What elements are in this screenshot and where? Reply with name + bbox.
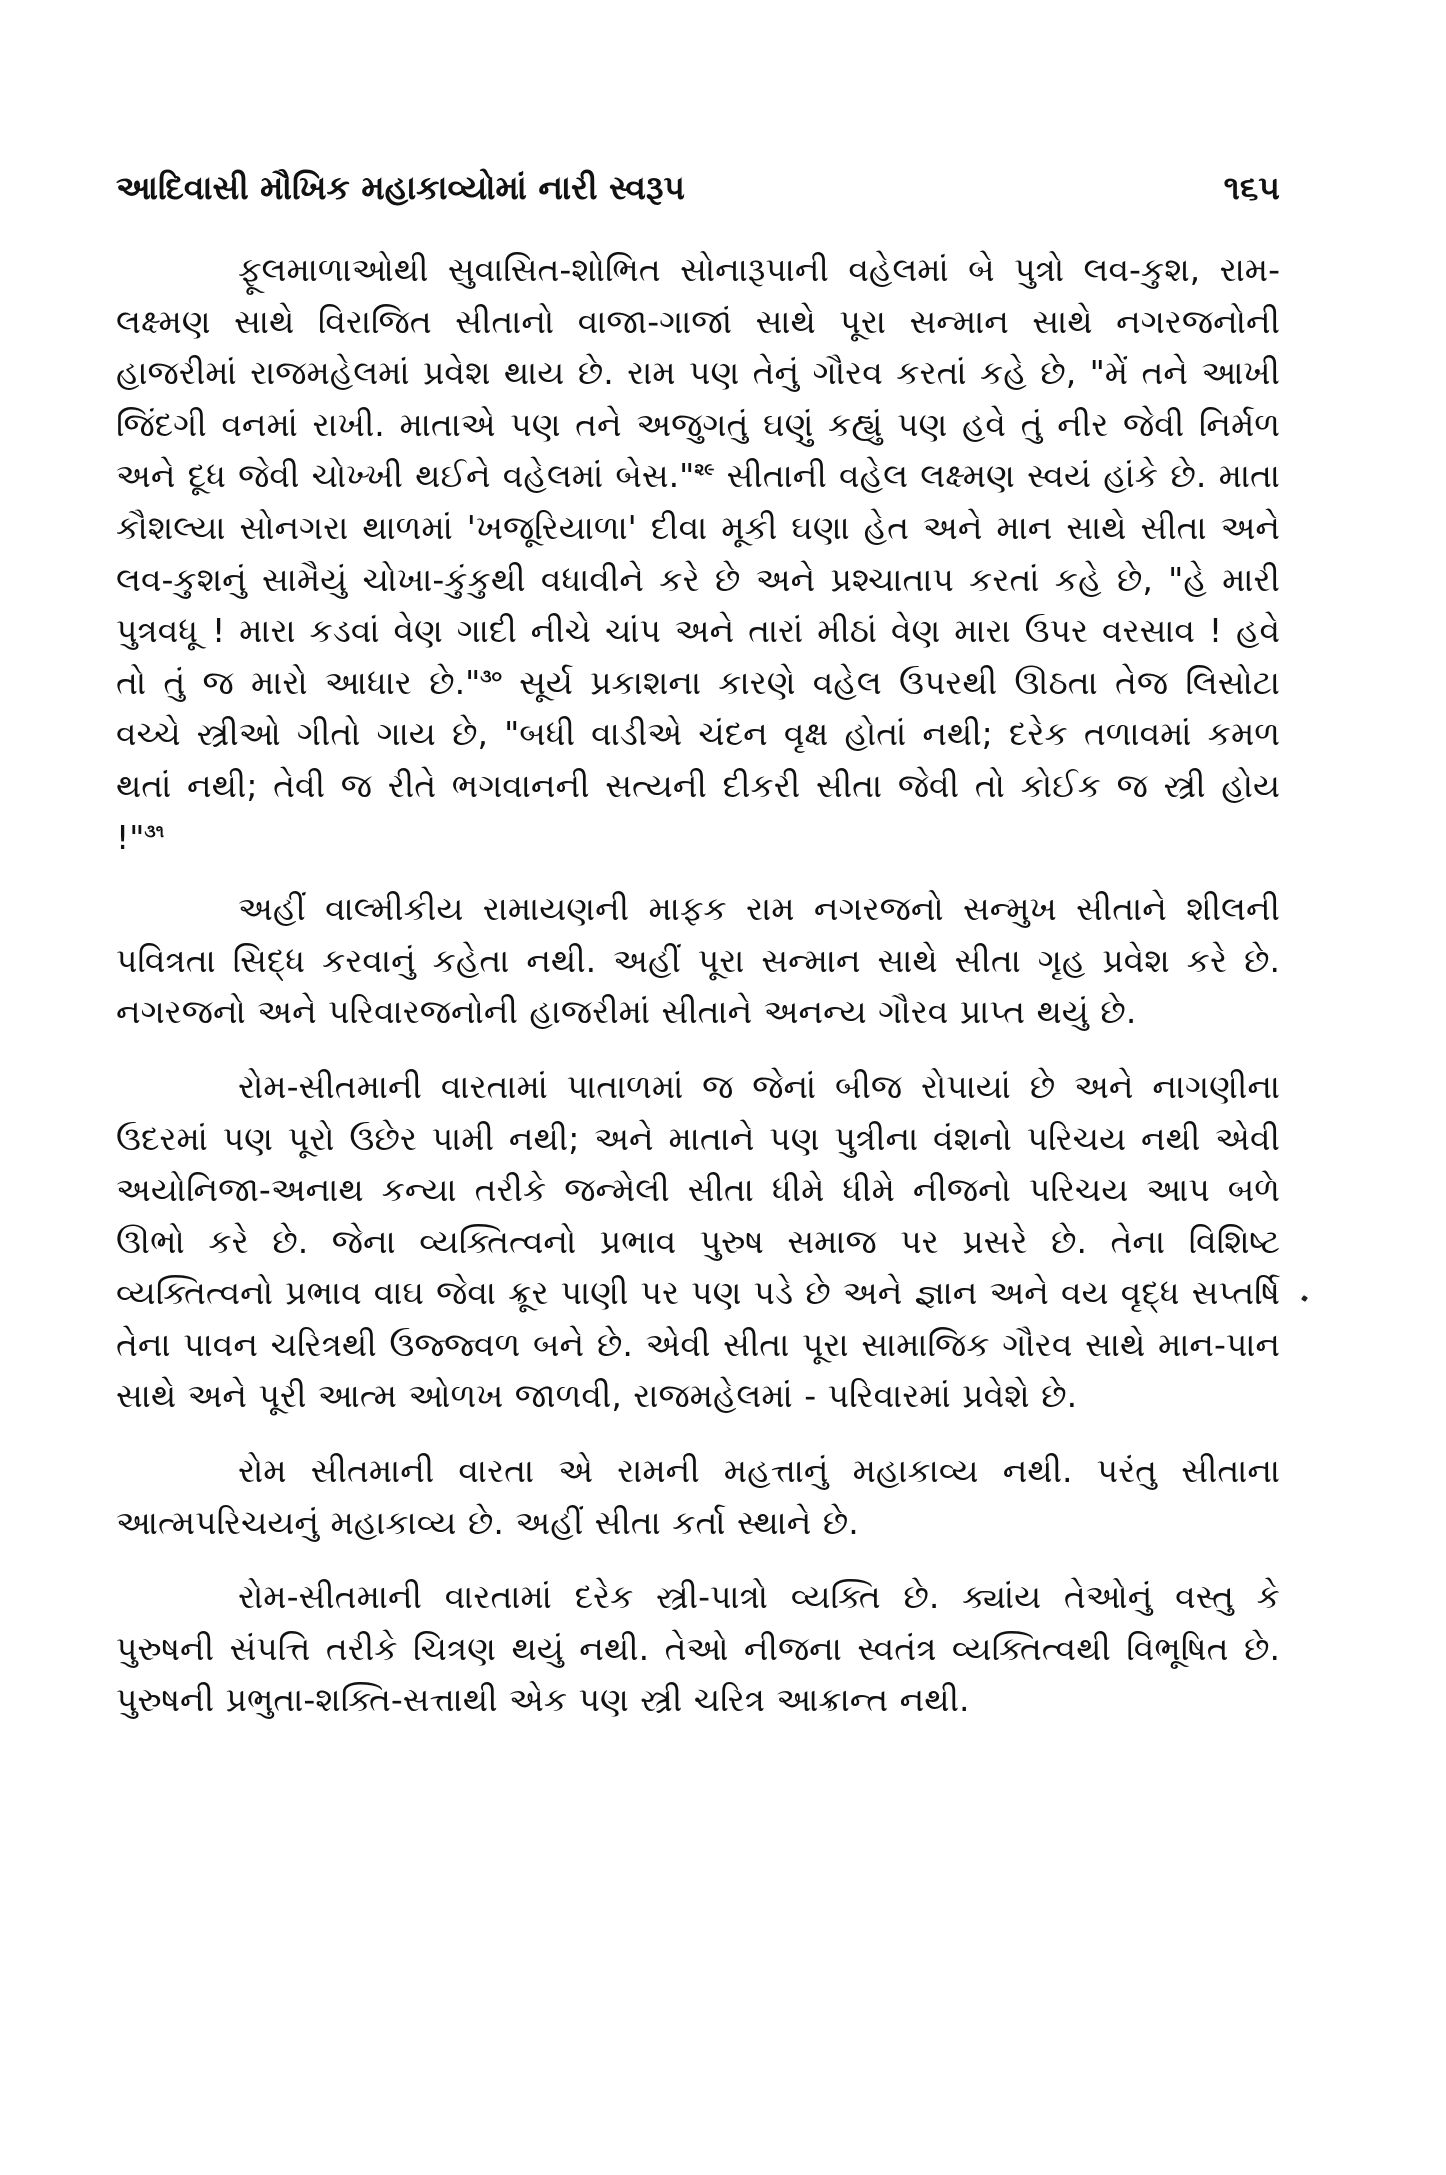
scan-speck — [1301, 1295, 1308, 1302]
footnote-ref-31: ૩૧ — [144, 821, 165, 842]
paragraph-2: અહીં વાલ્મીકીય રામાયણની માફક રામ નગરજનો સન્મુખ સીતાને શીલની પવિત્રતા સિદ્ધ કરવાનું કહેતા નથી. અહીં પૂરા સન્માન સાથે સીતા ગૃહ પ્રવેશ કરે છે. નગરજનો અને પરિવારજનોની હાજરીમાં સીતાને અનન્ય ગૌરવ પ્રાપ્ત થયું છે. — [116, 889, 1280, 1032]
paragraph-1-part-2: સીતાની વહેલ લક્ષ્મણ સ્વયં હાંકે છે. માતા કૌશલ્યા સોનગરા થાળમાં 'ખજૂરિયાળા' દીવા મૂકી ઘણા હેત અને માન સાથે સીતા અને લવ-કુશનું સામૈયું ચોખા-કુંકુથી વધાવીને કરે છે અને પ્રશ્ચાતાપ કરતાં કહે છે, "હે મારી પુત્રવધૂ ! મારા કડવાં વેણ ગાદી નીચે ચાંપ અને તારાં મીઠાં વેણ મારા ઉપર વરસાવ ! હવે તો તું જ મારો આધાર છે." — [116, 456, 1280, 702]
paragraph-1-part-3: સૂર્ય પ્રકાશના કારણે વહેલ ઉપરથી ઊઠતા તેજ લિસોટા વચ્ચે સ્ત્રીઓ ગીતો ગાય છે, "બધી વાડીએ ચંદન વૃક્ષ હોતાં નથી; દરેક તળાવમાં કમળ થતાં નથી; તેવી જ રીતે ભગવાનની સત્યની દીકરી સીતા જેવી તો કોઈક જ સ્ત્રી હોય !" — [116, 662, 1280, 857]
paragraph-1-part-1: ફૂલમાળાઓથી સુવાસિત-શોભિત સોનારૂપાની વહેલમાં બે પુત્રો લવ-કુશ, રામ-લક્ષ્મણ સાથે વિરાજિત સીતાનો વાજા-ગાજાં સાથે પૂરા સન્માન સાથે નગરજનોની હાજરીમાં રાજમહેલમાં પ્રવેશ થાય છે. રામ પણ તેનું ગૌરવ કરતાં કહે છે, "મેં તને આખી જિંદગી વનમાં રાખી. માતાએ પણ તને અજુગતું ઘણું કહ્યું પણ હવે તું નીર જેવી નિર્મળ અને દૂધ જેવી ચોખ્ખી થઈને વહેલમાં બેસ." — [116, 250, 1281, 496]
running-header — [116, 168, 1280, 228]
page-number: ૧૬૫ — [1223, 168, 1280, 207]
book-page — [116, 168, 1280, 2128]
paragraph-5: રોમ-સીતમાની વારતામાં દરેક સ્ત્રી-પાત્રો વ્યક્તિ છે. ક્યાંય તેઓનું વસ્તુ કે પુરુષની સંપત્તિ તરીકે ચિત્રણ થયું નથી. તેઓ નીજના સ્વતંત્ર વ્યક્તિત્વથી વિભૂષિત છે. પુરુષની પ્રભુતા-શક્તિ-સત્તાથી એક પણ સ્ત્રી ચરિત્ર આક્રાન્ત નથી. — [116, 1577, 1280, 1720]
paragraph-3: રોમ-સીતમાની વારતામાં પાતાળમાં જ જેનાં બીજ રોપાયાં છે અને નાગણીના ઉદરમાં પણ પૂરો ઉછેર પામી નથી; અને માતાને પણ પુત્રીના વંશનો પરિચય નથી એવી અયોનિજા-અનાથ કન્યા તરીકે જન્મેલી સીતા ધીમે ધીમે નીજનો પરિચય આપ બળે ઊભો કરે છે. જેના વ્યક્તિત્વનો પ્રભાવ પુરુષ સમાજ પર પ્રસરે છે. તેના વિશિષ્ટ વ્યક્તિત્વનો પ્રભાવ વાઘ જેવા ક્રૂર પાણી પર પણ પડે છે અને જ્ઞાન અને વય વૃદ્ધ સપ્તર્ષિ તેના પાવન ચરિત્રથી ઉજ્જ્વળ બને છે. એવી સીતા પૂરા સામાજિક ગૌરવ સાથે માન-પાન સાથે અને પૂરી આત્મ ઓળખ જાળવી, રાજમહેલમાં - પરિવારમાં પ્રવેશે છે. — [116, 1066, 1280, 1416]
running-title: આદિવાસી મૌખિક મહાકાવ્યોમાં નારી સ્વરૂપ — [116, 168, 685, 207]
paragraph-4: રોમ સીતમાની વારતા એ રામની મહત્તાનું મહાકાવ્ય નથી. પરંતુ સીતાના આત્મપરિચયનું મહાકાવ્ય છે. અહીં સીતા કર્તા સ્થાને છે. — [116, 1451, 1280, 1542]
footnote-ref-29: ૨૯ — [694, 460, 715, 481]
footnote-ref-30: ૩૦ — [480, 666, 502, 687]
paragraph-1 — [116, 244, 1280, 863]
